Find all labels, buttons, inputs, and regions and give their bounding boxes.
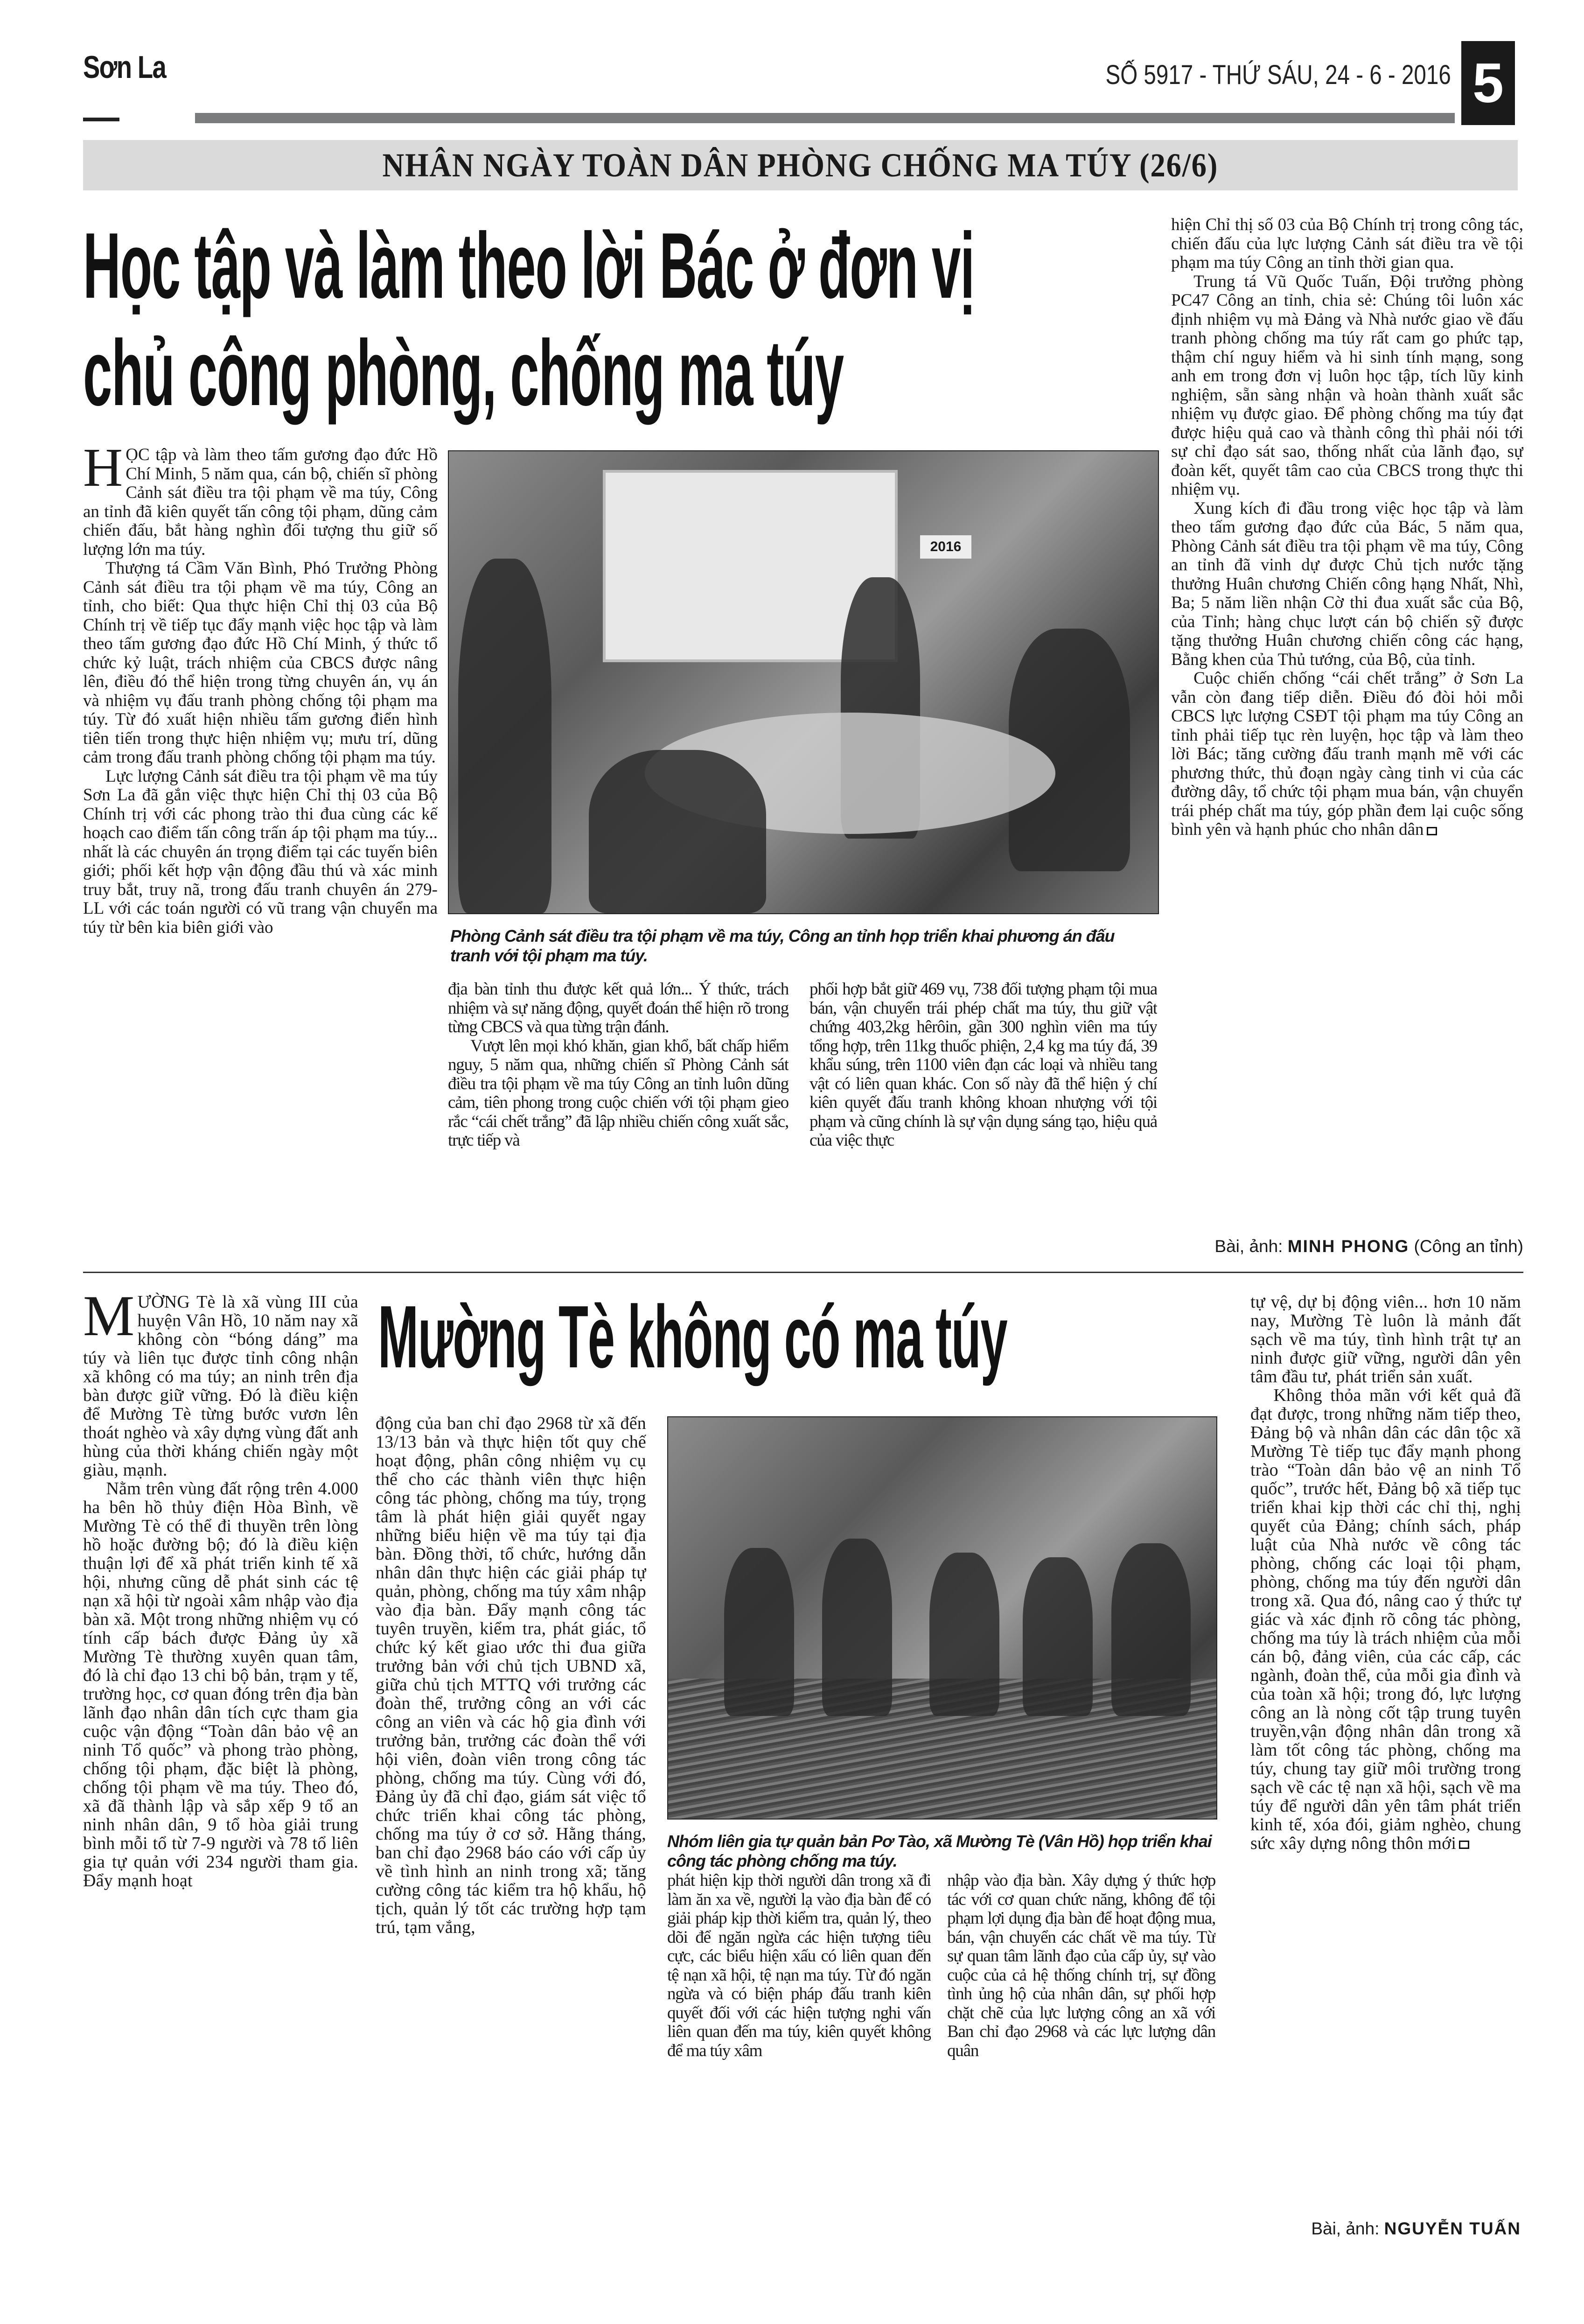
article1-column-2 [448,980,789,1269]
article2-column-3 [667,1871,931,2235]
article2-byline [1250,2219,1521,2239]
issue-date: SỐ 5917 - THỨ SÁU, 24 - 6 - 2016 [1105,60,1451,90]
brand-underline [83,118,119,121]
byline-author: NGUYỄN TUẤN [1384,2219,1521,2238]
kicker-text: NHÂN NGÀY TOÀN DÂN PHÒNG CHỐNG MA TÚY (26/6) [382,146,1219,184]
article1-paragraph: Thượng tá Cầm Văn Bình, Phó Trưởng Phòng Cảnh sát điều tra tội phạm về ma túy, Công an tỉnh, cho biết: Qua thực hiện Chỉ thị 03 của Bộ Chính trị về tiếp tục đẩy mạnh việc học tập và làm theo tấm gương đạo đức Hồ Chí Minh, ý thức tổ chức kỷ luật, trách nhiệm của CBCS được nâng lên, điều đó thể hiện trong từng chuyên án, vụ án và nhiệm vụ đấu tranh phòng chống tội phạm ma túy. Từ đó xuất hiện nhiều tấm gương điển hình tiên tiến trong thực hiện nhiệm vụ; mưu trí, dũng cảm trong đấu tranh phòng chống tội phạm ma túy. [83,559,438,767]
end-mark-icon [1459,1841,1469,1849]
article1-paragraph: Vượt lên mọi khó khăn, gian khổ, bất chấp hiểm nguy, 5 năm qua, những chiến sĩ Phòng Cảnh sát điều tra tội phạm về ma túy Công an tỉnh luôn dũng cảm, tiên phong trong cuộc chiến với tội phạm gieo rắc “cái chết trắng” đã lập nhiều chiến công xuất sắc, trực tiếp và [448,1036,789,1150]
article1-paragraph [83,446,438,559]
drop-cap: M [83,1293,135,1348]
byline-author: MINH PHONG [1287,1237,1410,1256]
article1-column-1 [83,446,438,1272]
article1-column-4 [1171,216,1523,1238]
article2-paragraph [1250,1386,1521,1853]
page-number-box [1461,41,1515,125]
end-mark-icon [1427,827,1437,835]
article1-headline-line1: Học tập và làm theo lời Bác ở đơn vị [83,214,975,318]
article1-paragraph: Trung tá Vũ Quốc Tuấn, Đội trưởng phòng PC47 Công an tỉnh, chia sẻ: Chúng tôi luôn xác định nhiệm vụ mà Đảng và Nhà nước giao về đấu tranh phòng chống ma túy rất cam go phức tạp, thậm chí nguy hiểm và hi sinh tính mạng, song anh em trong đơn vị luôn học tập, tích lũy kinh nghiệm, sẵn sàng nhận và hoàn thành xuất sắc nhiệm vụ được giao. Để phòng chống ma túy đạt được hiệu quả cao và thành công thì phải nói tới sự chỉ đạo sát sao, thống nhất của lãnh đạo, sự đoàn kết, quyết tâm cao của CBCS trong thực thi nhiệm vụ. [1171,272,1523,499]
villager-2 [822,1539,892,1716]
paragraph-text: ƯỜNG Tè là xã vùng III của huyện Vân Hồ, 10 năm nay xã không còn “bóng dáng” ma túy và liên tục được tỉnh công nhận xã không có ma túy; an ninh trên địa bàn được giữ vững. Đó là điều kiện để Mường Tè từng bước vươn lên thoát nghèo và xây dựng vùng đất anh hùng của thời kháng chiến ngày một giàu, mạnh. [83,1293,358,1480]
article1-paragraph: hiện Chỉ thị số 03 của Bộ Chính trị trong công tác, chiến đấu của lực lượng Cảnh sát điều tra về tội phạm ma túy Công an tỉnh thời gian qua. [1171,216,1523,272]
article1-photo [448,450,1159,914]
article2-paragraph: nhập vào địa bàn. Xây dựng ý thức hợp tác với cơ quan chức năng, không để tội phạm lợi dụng địa bàn để hoạt động mua, bán, vận chuyển các chất về ma túy. Từ sự quan tâm lãnh đạo của cấp ủy, sự vào cuộc của cả hệ thống chính trị, sự đồng tình ủng hộ của nhân dân, sự phối hợp chặt chẽ của lực lượng công an xã với Ban chỉ đạo 2968 và các lực lượng dân quân [947,1871,1215,2060]
paragraph-text: Cuộc chiến chống “cái chết trắng” ở Sơn La vẫn còn đang tiếp diễn. Điều đó đòi hỏi mỗi CBCS lực lượng CSĐT tội phạm ma túy Công an tỉnh phải tiếp tục rèn luyện, học tập và làm theo lời Bác; tăng cường đấu tranh mạnh mẽ với các phương thức, thủ đoạn ngày càng tinh vi của các đường dây, tổ chức tội phạm mua bán, vận chuyển trái phép chất ma túy, góp phần đem lại cuộc sống bình yên và hạnh phúc cho nhân dân [1171,669,1523,839]
article2-paragraph [83,1293,358,1479]
villager-4 [1023,1557,1093,1716]
page-number: 5 [1472,52,1504,114]
villager-1 [724,1548,794,1716]
drop-cap: H [83,446,123,498]
person-standing-left [458,559,551,913]
newspaper-brand: Sơn La [83,49,166,85]
section-kicker [83,140,1518,190]
article1-headline-line2: chủ công phòng, chống ma túy [83,321,844,425]
article-divider [83,1272,1523,1273]
article2-paragraph: tự vệ, dự bị động viên... hơn 10 năm nay, Mường Tè luôn là mảnh đất sạch về ma túy, tình hình trật tự an ninh được giữ vững, người dân yên tâm đầu tư, phát triển sản xuất. [1250,1293,1521,1386]
byline-prefix: Bài, ảnh: [1214,1237,1283,1256]
article1-photo-caption: Phòng Cảnh sát điều tra tội phạm về ma túy, Công an tỉnh họp triển khai phương án đấu tranh với tội phạm ma túy. [450,926,1115,965]
villager-5 [1111,1543,1191,1716]
villager-3 [929,1553,999,1716]
article2-column-4 [947,1871,1215,2235]
masthead-rule [195,113,1455,123]
article2-paragraph: Nằm trên vùng đất rộng trên 4.000 ha bên hồ thủy điện Hòa Bình, về Mường Tè có thể đi thuyền trên lòng hồ hoặc đường bộ; đó là điều kiện thuận lợi để xã phát triển kinh tế xã hội, nhưng cũng dễ phát sinh các tệ nạn xã hội từ ngoài xâm nhập vào địa bàn xã. Một trong những nhiệm vụ có tính cấp bách được Đảng ủy xã Mường Tè thường xuyên quan tâm, đó là chỉ đạo 13 chi bộ bản, trạm y tế, trường học, cơ quan đóng trên địa bàn lãnh đạo nhân dân tích cực tham gia cuộc vận động “Toàn dân bảo vệ an ninh Tổ quốc” và phong trào phòng, chống tội phạm, đặc biệt là phòng, chống tội phạm về ma túy. Theo đó, xã đã thành lập và sắp xếp 9 tổ an ninh nhân dân, 9 tổ hòa giải trung bình mỗi tổ từ 7-9 người và 78 tổ liên gia tự quản với 234 người tham gia. Đẩy mạnh hoạt [83,1479,358,1890]
article1-column-3 [809,980,1157,1269]
person-seated-front [589,750,766,913]
article2-column-5 [1250,1293,1521,2217]
article1-byline [1171,1237,1523,1256]
article2-paragraph: động của ban chỉ đạo 2968 từ xã đến 13/13 bản và thực hiện tốt quy chế hoạt động, phân công nhiệm vụ cụ thể cho các thành viên thực hiện công tác phòng, chống ma túy, trọng tâm là phát hiện giải quyết ngay những biểu hiện về ma túy tại địa bàn. Đồng thời, tổ chức, hướng dẫn nhân dân thực hiện các giải pháp tự quản, phòng, chống ma túy xâm nhập vào địa bàn. Đẩy mạnh công tác tuyên truyền, kiểm tra, phát giác, tổ chức ký kết giao ước thi đua giữa trưởng bản với chủ tịch UBND xã, giữa chủ tịch MTTQ với trưởng các đoàn thể, trưởng công an với các công an viên và các hộ gia đình với trưởng bản, trưởng các đoàn thể với hội viên, đoàn viên trong công tác phòng, chống ma túy. Cùng với đó, Đảng ủy đã chỉ đạo, giám sát việc tổ chức triển khai công tác phòng, chống ma túy ở cơ sở. Hằng tháng, ban chỉ đạo 2968 báo cáo với cấp ủy về tình hình an ninh trong xã; tăng cường công tác kiểm tra hộ khẩu, hộ tịch, quản lý tốt các trường hợp tạm trú, tạm vắng, [376,1414,646,1937]
article2-paragraph: phát hiện kịp thời người dân trong xã đi làm ăn xa về, người lạ vào địa bàn để có giải pháp kịp thời kiểm tra, quản lý, theo dõi để ngăn ngừa các hiện tượng tiêu cực, các biểu hiện xấu có liên quan đến tệ nạn xã hội, tệ nạn ma túy. Từ đó ngăn ngừa và có biện pháp đấu tranh kiên quyết đối với các hiện tượng nghi vấn liên quan đến ma túy, kiên quyết không để ma túy xâm [667,1871,931,2060]
article2-photo [667,1416,1217,1820]
article1-paragraph [1171,669,1523,840]
paragraph-text: ỌC tập và làm theo tấm gương đạo đức Hồ Chí Minh, 5 năm qua, cán bộ, chiến sĩ phòng Cảnh sát điều tra tội phạm về ma túy, Công an tỉnh đã kiên quyết tấn công tội phạm, dũng cảm chiến đấu, bắt hàng nghìn đối tượng thu giữ số lượng lớn ma túy. [83,446,438,559]
calendar-year: 2016 [920,535,971,559]
byline-affiliation: (Công an tỉnh) [1414,1237,1523,1256]
article2-photo-caption: Nhóm liên gia tự quản bản Pơ Tào, xã Mường Tè (Vân Hồ) họp triển khai công tác phòng chống ma túy. [667,1832,1212,1870]
article2-column-1 [83,1293,358,2231]
byline-prefix: Bài, ảnh: [1311,2219,1380,2238]
article1-paragraph: Xung kích đi đầu trong việc học tập và làm theo tấm gương đạo đức của Bác, 5 năm qua, Phòng Cảnh sát điều tra tội phạm về ma túy, Công an tỉnh đã vinh dự được Chủ tịch nước tặng thưởng Huân chương Chiến công hạng Nhất, Nhì, Ba; 5 năm liền nhận Cờ thi đua xuất sắc của Bộ, của Tỉnh; hàng chục lượt cán bộ chiến sỹ được tặng thưởng Huân chương chiến công các hạng, Bằng khen của Thủ tướng, của Bộ, của tỉnh. [1171,498,1523,669]
article1-paragraph: địa bàn tỉnh thu được kết quả lớn... Ý thức, trách nhiệm và sự năng động, quyết đoán thể hiện rõ trong từng CBCS và qua từng trận đánh. [448,980,789,1036]
article1-paragraph: phối hợp bắt giữ 469 vụ, 738 đối tượng phạm tội mua bán, vận chuyển trái phép chất ma túy, thu giữ vật chứng 403,2kg hêrôin, gần 300 nghìn viên ma túy tổng hợp, trên 11kg thuốc phiện, 2,4 kg ma túy đá, 39 khẩu súng, trên 1100 viên đạn các loại và nhiều tang vật có liên quan khác. Con số này đã thể hiện ý chí kiên quyết đấu tranh không khoan nhượng với tội phạm và cũng chính là sự vận dụng sáng tạo, hiệu quả của việc thực [809,980,1157,1150]
paragraph-text: Không thỏa mãn với kết quả đã đạt được, trong những năm tiếp theo, Đảng bộ và nhân dân các dân tộc xã Mường Tè tiếp tục đẩy mạnh phong trào “Toàn dân bảo vệ an ninh Tổ quốc”, trước hết, Đảng bộ xã tiếp tục triển khai kịp thời các chỉ thị, nghị quyết của Đảng; chính sách, pháp luật của Nhà nước về công tác phòng, chống các loại tội phạm, phòng, chống ma túy đến người dân trong xã. Qua đó, nâng cao ý thức tự giác và xác định rõ công tác phòng, chống ma túy là trách nhiệm của mỗi cán bộ, đảng viên, của các cấp, các ngành, đoàn thể, của mỗi gia đình và của toàn xã hội; trong đó, lực lượng công an là nòng cốt tập trung tuyên truyền,vận động nhân dân trong xã làm tốt công tác phòng, chống ma túy, chung tay giữ môi trường trong sạch về các tệ nạn xã hội, sạch về ma túy để người dân yên tâm phát triển kinh tế, xóa đói, giảm nghèo, chung sức xây dựng nông thôn mới [1250,1386,1521,1853]
article2-column-2 [376,1414,646,2207]
article2-headline: Mường Tè không có ma túy [378,1288,1007,1386]
article1-paragraph: Lực lượng Cảnh sát điều tra tội phạm về ma túy Sơn La đã gắn việc thực hiện Chỉ thị 03 của Bộ Chính trị với các phong trào thi đua cùng các kế hoạch cao điểm tấn công trấn áp tội phạm ma túy... nhất là các chuyên án trọng điểm tại các tuyến biên giới; phối kết hợp vận động đầu thú và xác minh truy bắt, truy nã, trong đấu tranh chuyên án 279-LL với các toán người có vũ trang vận chuyển ma túy từ bên kia biên giới vào [83,766,438,937]
